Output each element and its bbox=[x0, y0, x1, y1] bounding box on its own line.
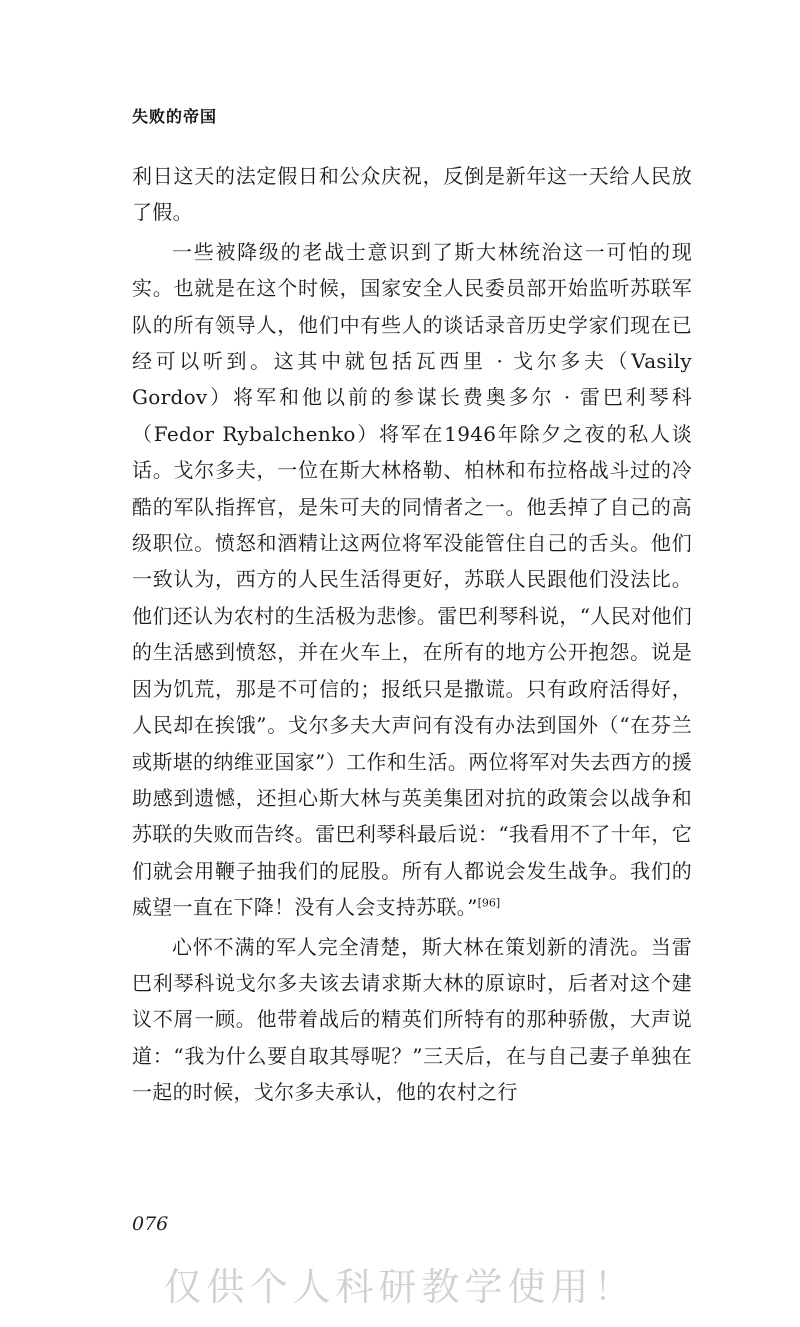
page-number: 076 bbox=[132, 1213, 169, 1235]
paragraph-2-text: 一些被降级的老战士意识到了斯大林统治这一可怕的现实。也就是在这个时候，国家安全人民委员部开始监听苏联军队的所有领导人，他们中有些人的谈话录音历史学家们现在已经可以听到。这其中就包括瓦西里 · 戈尔多夫（Vasily Gordov）将军和他以前的参谋长费奥多尔 · 雷巴利琴科（Fedor Rybalchenko）将军在1946年除夕之夜的私人谈话。戈尔多夫，一位在斯大林格勒、柏林和布拉格战斗过的冷酷的军队指挥官，是朱可夫的同情者之一。他丢掉了自己的高级职位。愤怒和酒精让这两位将军没能管住自己的舌头。他们一致认为，西方的人民生活得更好，苏联人民跟他们没法比。他们还认为农村的生活极为悲惨。雷巴利琴科说，“人民对他们的生活感到愤怒，并在火车上，在所有的地方公开抱怨。说是因为饥荒，那是不可信的；报纸只是撒谎。只有政府活得好，人民却在挨饿”。戈尔多夫大声问有没有办法到国外（“在芬兰或斯堪的纳维亚国家”）工作和生活。两位将军对失去西方的援助感到遗憾，还担心斯大林与英美集团对抗的政策会以战争和苏联的失败而告终。雷巴利琴科最后说：“我看用不了十年，它们就会用鞭子抽我们的屁股。所有人都说会发生战争。我们的威望一直在下降！没有人会支持苏联。” bbox=[132, 239, 692, 920]
paragraph-3: 心怀不满的军人完全清楚，斯大林在策划新的清洗。当雷巴利琴科说戈尔多夫该去请求斯大林的原谅时，后者对这个建议不屑一顾。他带着战后的精英们所特有的那种骄傲，大声说道：“我为什么要自取其辱呢？”三天后，在与自己妻子单独在一起的时候，戈尔多夫承认，他的农村之行 bbox=[132, 934, 692, 1105]
paragraph-2 bbox=[132, 234, 692, 926]
running-header-book-title: 失败的帝国 bbox=[132, 107, 218, 126]
footnote-reference[interactable]: [96] bbox=[477, 896, 501, 910]
paragraph-1: 利日这天的法定假日和公众庆祝，反倒是新年这一天给人民放了假。 bbox=[132, 164, 692, 225]
body-text bbox=[132, 158, 692, 1111]
watermark: 仅供个人科研教学使用！ bbox=[163, 1265, 637, 1309]
